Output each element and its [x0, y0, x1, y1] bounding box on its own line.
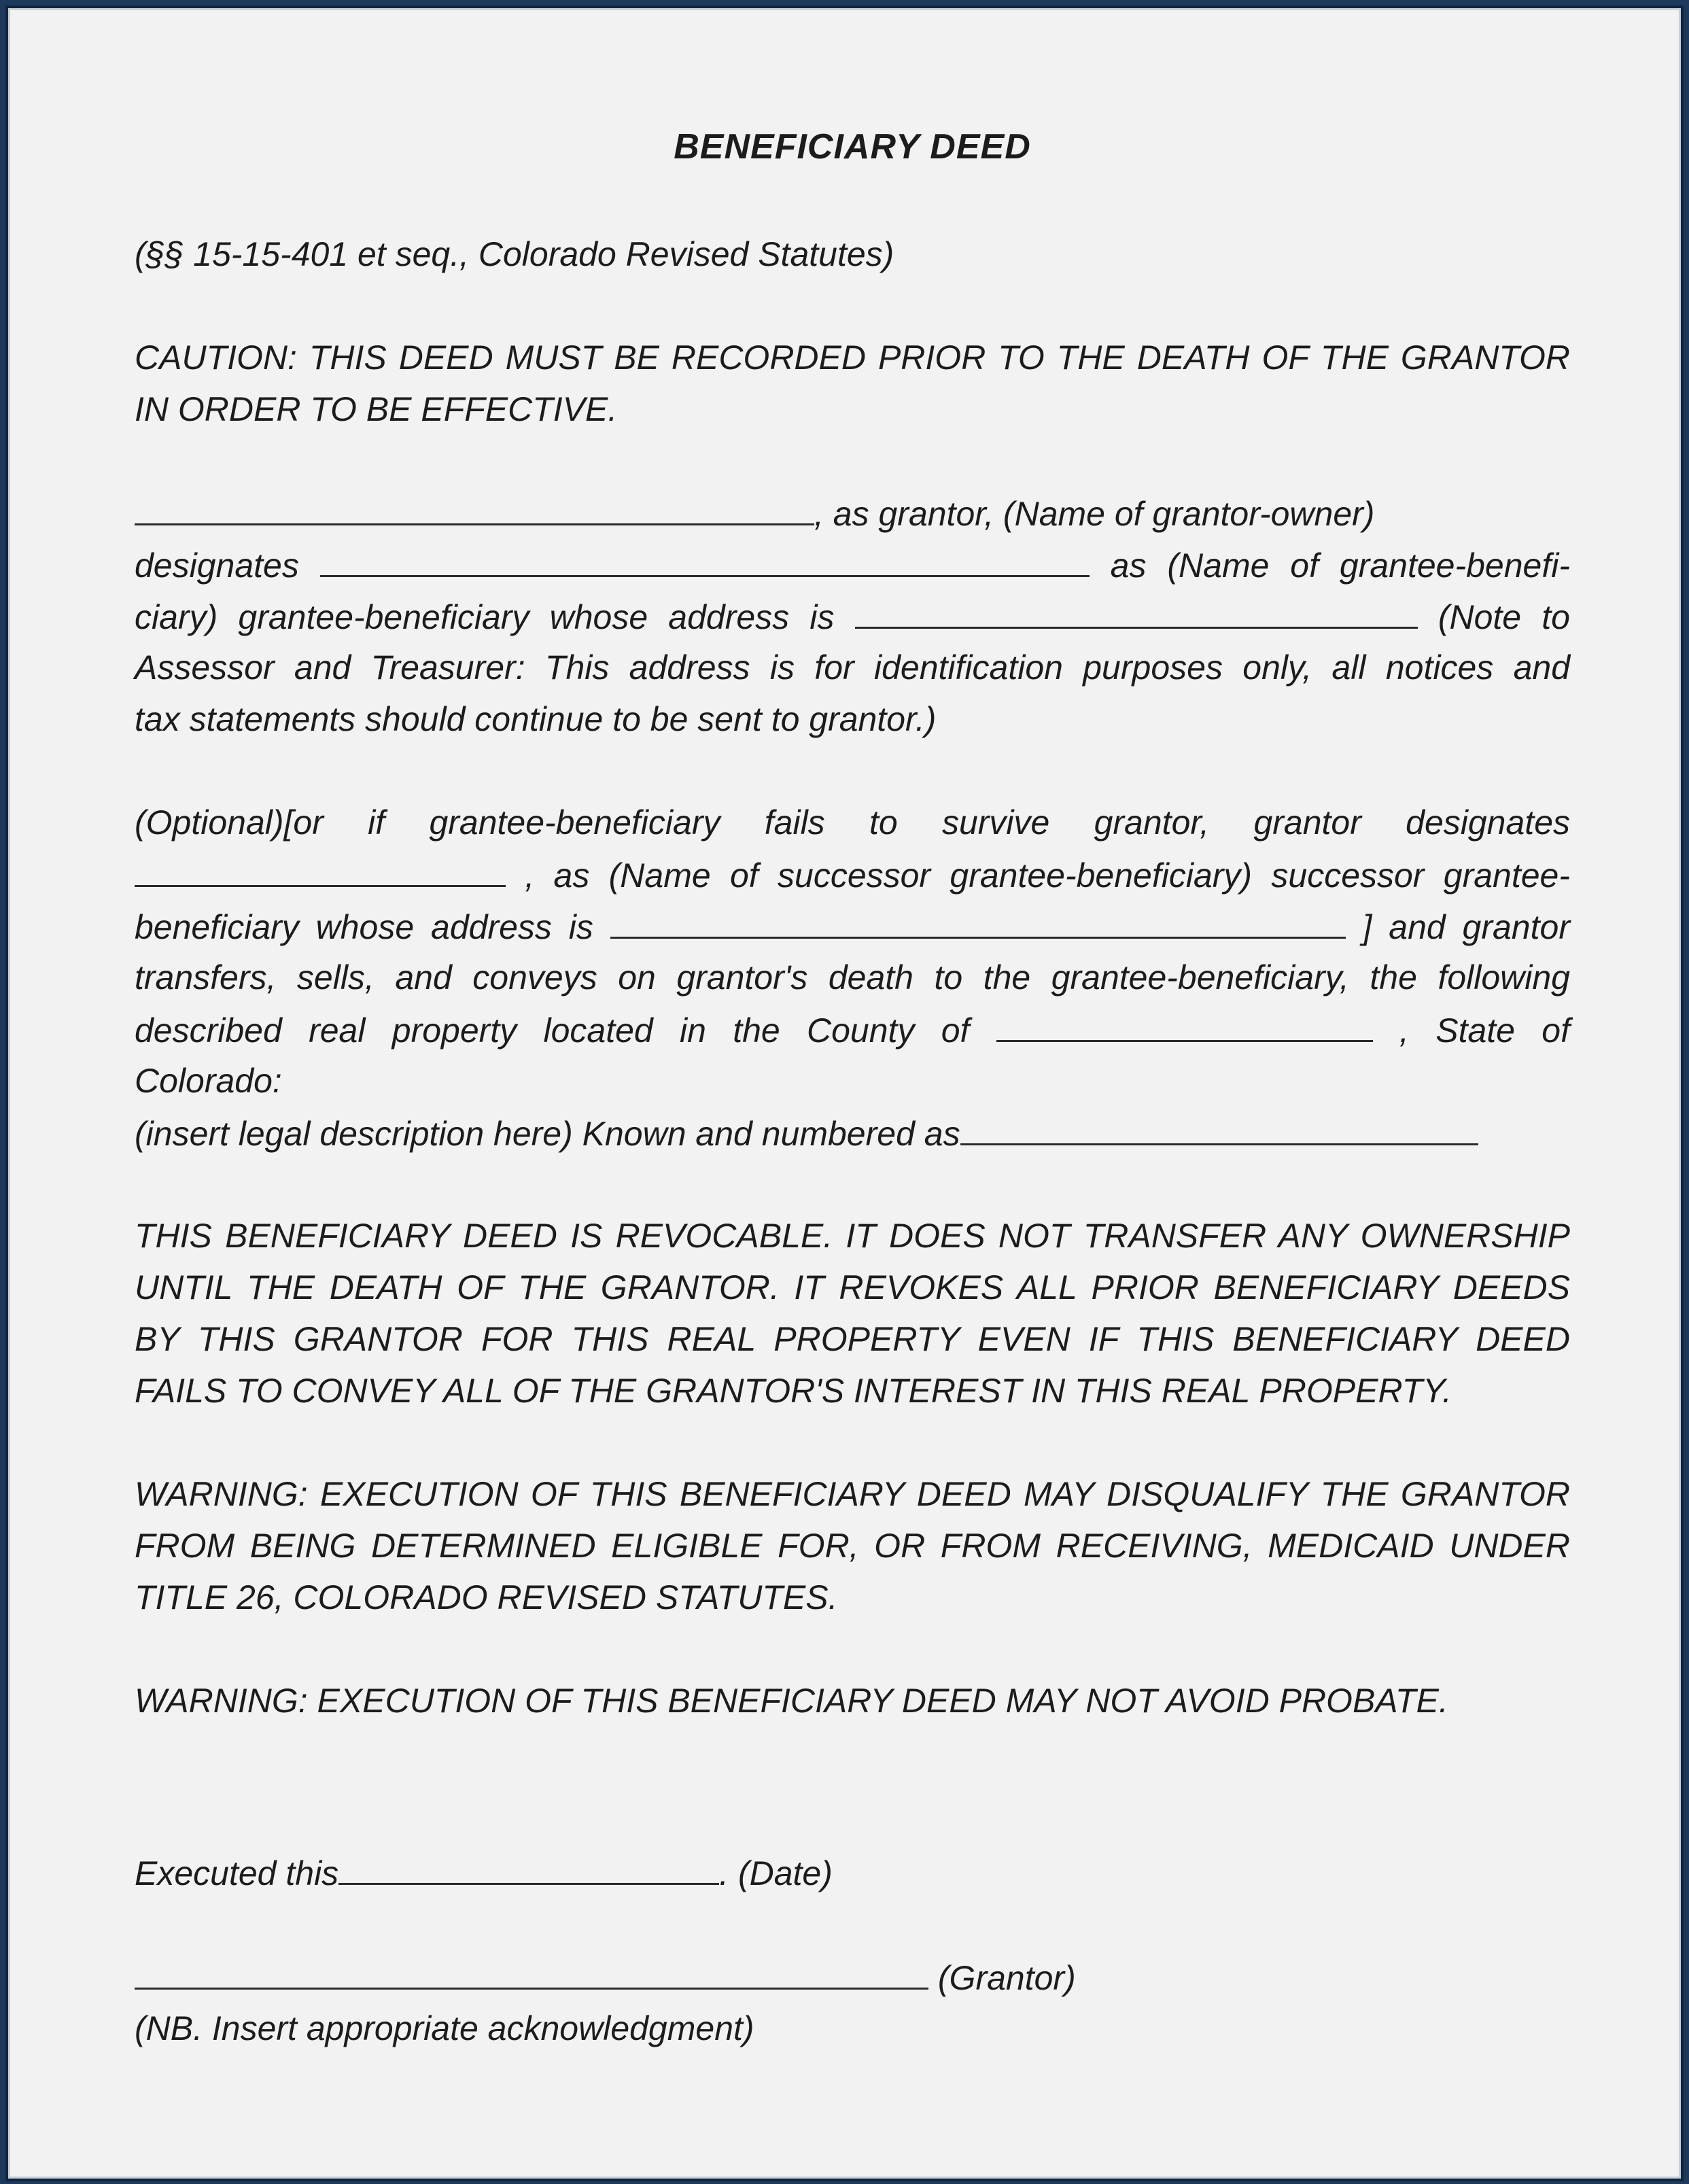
grantee-address-line: [135, 595, 1570, 636]
grantee-address-label: ciary) grantee-beneficiary whose address is: [135, 598, 835, 636]
designates-label: designates: [135, 547, 299, 585]
medicaid-warning-line-1: WARNING: EXECUTION OF THIS BENEFICIARY DEED MAY DISQUALIFY THE GRANTOR: [135, 1475, 1570, 1513]
grantor-signature-blank[interactable]: [135, 1956, 928, 1990]
executed-line: [135, 1852, 833, 1892]
designates-line: [135, 544, 1570, 585]
document-frame: [5, 5, 1684, 2181]
medicaid-warning-line-2: FROM BEING DETERMINED ELIGIBLE FOR, OR FROM RECEIVING, MEDICAID UNDER: [135, 1527, 1570, 1565]
note-to-label: (Note to: [1438, 598, 1570, 636]
grantor-signature-line: [135, 1956, 1076, 1997]
conveys-line: transfers, sells, and conveys on grantor's death to the grantee-beneficiary, the following: [135, 958, 1570, 996]
county-line: [135, 1009, 1570, 1050]
date-caption: . (Date): [719, 1854, 833, 1892]
legal-description-label: (insert legal description here) Known and numbered as: [135, 1115, 960, 1153]
executed-label: Executed this: [135, 1854, 339, 1892]
successor-caption: , as (Name of successor grantee-beneficiary) successor grantee-: [525, 856, 1570, 895]
caution-line-1: CAUTION: THIS DEED MUST BE RECORDED PRIOR TO THE DEATH OF THE GRANTOR: [135, 339, 1570, 377]
successor-address-line: [135, 905, 1570, 946]
grantor-line-text: , as grantor, (Name of grantor-owner): [814, 495, 1375, 533]
revocable-line-2: UNTIL THE DEATH OF THE GRANTOR. IT REVOKES ALL PRIOR BENEFICIARY DEEDS: [135, 1268, 1570, 1306]
grantee-address-blank[interactable]: [855, 595, 1418, 629]
assessor-note-line-1: Assessor and Treasurer: This address is for identification purposes only, all notices and: [135, 648, 1570, 687]
revocable-line-4: FAILS TO CONVEY ALL OF THE GRANTOR'S INTEREST IN THIS REAL PROPERTY.: [135, 1372, 1452, 1410]
county-blank[interactable]: [996, 1009, 1373, 1042]
probate-warning: WARNING: EXECUTION OF THIS BENEFICIARY DEED MAY NOT AVOID PROBATE.: [135, 1682, 1448, 1720]
grantor-line: [135, 492, 1374, 533]
successor-name-blank[interactable]: [135, 854, 506, 887]
grantor-name-blank[interactable]: [135, 492, 814, 525]
date-blank[interactable]: [338, 1852, 719, 1885]
statute-reference: (§§ 15-15-401 et seq., Colorado Revised Statutes): [135, 235, 894, 273]
county-label: described real property located in the County of: [135, 1011, 970, 1050]
legal-description-line: [135, 1112, 1478, 1153]
and-grantor-label: ] and grantor: [1362, 908, 1570, 946]
successor-address-blank[interactable]: [610, 905, 1346, 939]
grantee-name-caption: as (Name of grantee-benefi-: [1110, 547, 1570, 585]
grantee-name-blank[interactable]: [320, 544, 1090, 577]
colorado-line: Colorado:: [135, 1062, 282, 1100]
known-as-blank[interactable]: [960, 1112, 1478, 1145]
revocable-line-3: BY THIS GRANTOR FOR THIS REAL PROPERTY EVEN IF THIS BENEFICIARY DEED: [135, 1320, 1570, 1358]
state-of-label: , State of: [1399, 1011, 1570, 1050]
successor-address-label: beneficiary whose address is: [135, 908, 593, 946]
acknowledgment-note: (NB. Insert appropriate acknowledgment): [135, 2009, 754, 2047]
caution-line-2: IN ORDER TO BE EFFECTIVE.: [135, 390, 618, 428]
grantor-signature-caption: (Grantor): [937, 1959, 1076, 1997]
document-title: BENEFICIARY DEED: [674, 127, 1031, 167]
medicaid-warning-line-3: TITLE 26, COLORADO REVISED STATUTES.: [135, 1578, 838, 1616]
revocable-line-1: THIS BENEFICIARY DEED IS REVOCABLE. IT DOES NOT TRANSFER ANY OWNERSHIP: [135, 1217, 1570, 1255]
assessor-note-line-2: tax statements should continue to be sent to grantor.): [135, 700, 937, 738]
successor-line: [135, 854, 1570, 895]
optional-line-1: (Optional)[or if grantee-beneficiary fails to survive grantor, grantor designates: [135, 803, 1570, 842]
